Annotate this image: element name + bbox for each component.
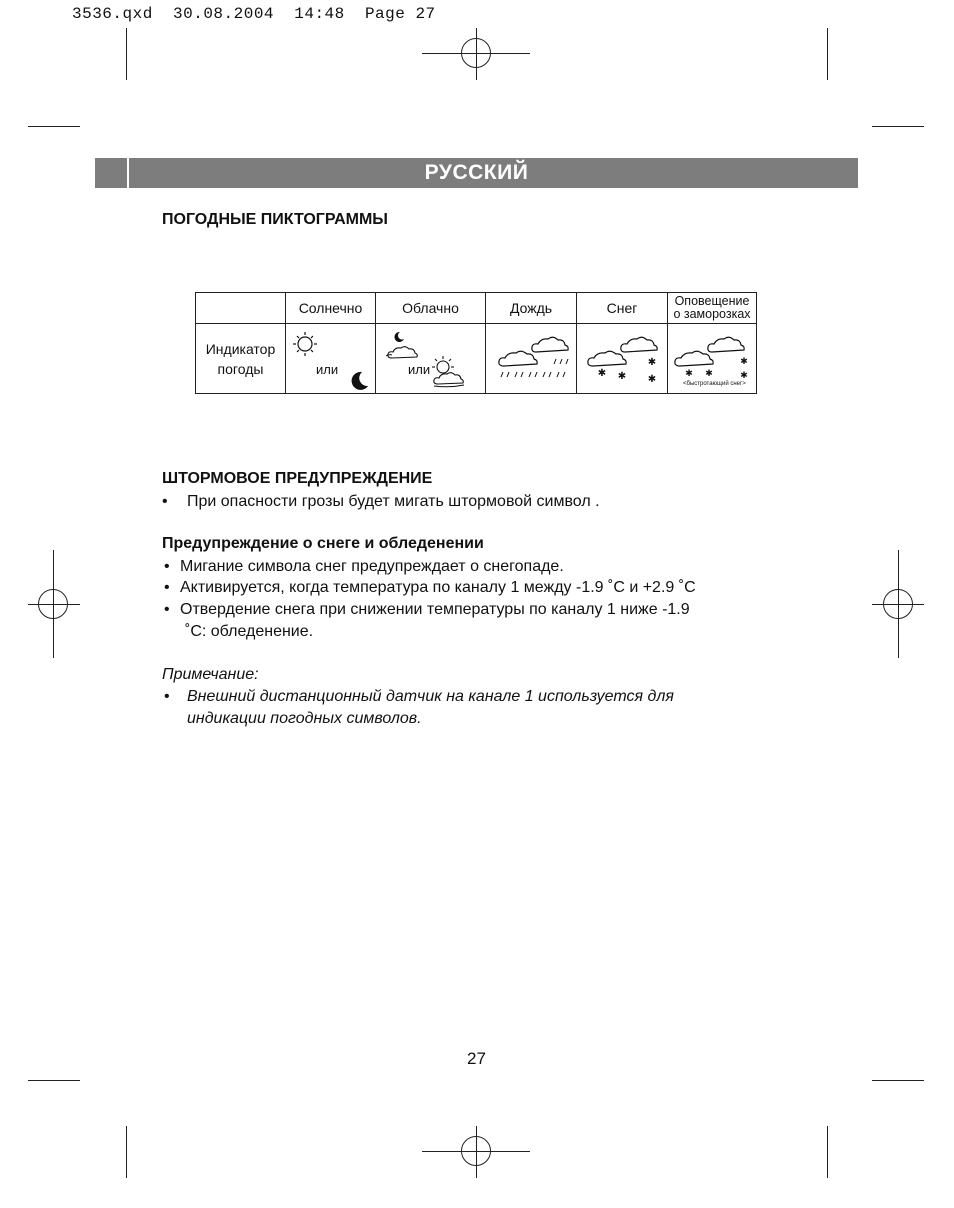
cell-frost-warning	[668, 324, 757, 394]
storm-bullet: •	[162, 493, 168, 510]
col-header-rain: Дождь	[486, 293, 577, 324]
note-heading: Примечание:	[162, 666, 259, 683]
snow-cloud-icon	[577, 324, 667, 393]
storm-warning-heading: ШТОРМОВОЕ ПРЕДУПРЕЖДЕНИЕ	[162, 470, 433, 487]
cell-snow	[577, 324, 668, 394]
banner-title: РУССКИЙ	[424, 161, 529, 184]
svg-text:✱: ✱	[705, 369, 713, 379]
svg-text:✱: ✱	[617, 371, 627, 382]
or-label-cloudy: или	[408, 362, 431, 377]
row-label-line1: Индикатор	[205, 340, 276, 357]
snow-bullet-1: •	[164, 558, 170, 575]
print-slug-line: 3536.qxd 30.08.2004 14:48 Page 27	[72, 5, 436, 23]
note-bullet: •	[164, 688, 170, 705]
col-header-sunny: Солнечно	[286, 293, 376, 324]
snow-item-2: Активируется, когда температура по каналу 1 между -1.9 ˚C и +2.9 ˚C	[180, 579, 696, 596]
svg-text:✱: ✱	[597, 368, 607, 379]
cell-cloudy	[376, 324, 486, 394]
row-label-weather-indicator	[196, 324, 286, 394]
pictograms-heading: ПОГОДНЫЕ ПИКТОГРАММЫ	[162, 211, 388, 228]
snow-bullet-3: •	[164, 601, 170, 618]
sun-cloud-icon	[376, 324, 485, 393]
snow-warning-heading: Предупреждение о снеге и обледенении	[162, 535, 484, 552]
col-header-frost	[668, 293, 757, 324]
language-banner	[95, 158, 858, 188]
note-line-2: индикации погодных символов.	[187, 710, 422, 727]
snow-item-3-continued: ˚C: обледенение.	[185, 623, 314, 640]
cell-rain	[486, 324, 577, 394]
cell-sunny	[286, 324, 376, 394]
svg-text:✱: ✱	[647, 357, 657, 368]
table-corner-cell	[196, 293, 286, 324]
frost-header-line1: Оповещение	[674, 294, 750, 308]
frost-header-line2: о заморозках	[673, 307, 751, 321]
snow-bullet-2: •	[164, 579, 170, 596]
frost-caption: <быстротающий снег>	[683, 381, 746, 387]
snow-item-3: Отвердение снега при снижении температуры по каналу 1 ниже -1.9	[180, 601, 690, 618]
svg-text:✱: ✱	[647, 374, 657, 385]
svg-text:✱: ✱	[740, 371, 748, 381]
svg-text:✱: ✱	[740, 357, 748, 367]
storm-item-1: При опасности грозы будет мигать штормовой символ .	[187, 493, 600, 510]
svg-text:✱: ✱	[685, 369, 693, 379]
row-label-line2: погоды	[217, 360, 264, 377]
weather-icons-table	[195, 292, 757, 394]
or-label-sunny: или	[316, 362, 339, 377]
note-line-1: Внешний дистанционный датчик на канале 1 используется для	[187, 688, 674, 705]
snow-item-1: Мигание символа снег предупреждает о снегопаде.	[180, 558, 564, 575]
rain-cloud-icon	[486, 324, 576, 393]
col-header-snow: Снег	[577, 293, 668, 324]
moon-icon	[286, 324, 375, 393]
col-header-cloudy: Облачно	[376, 293, 486, 324]
page-number: 27	[467, 1049, 486, 1068]
